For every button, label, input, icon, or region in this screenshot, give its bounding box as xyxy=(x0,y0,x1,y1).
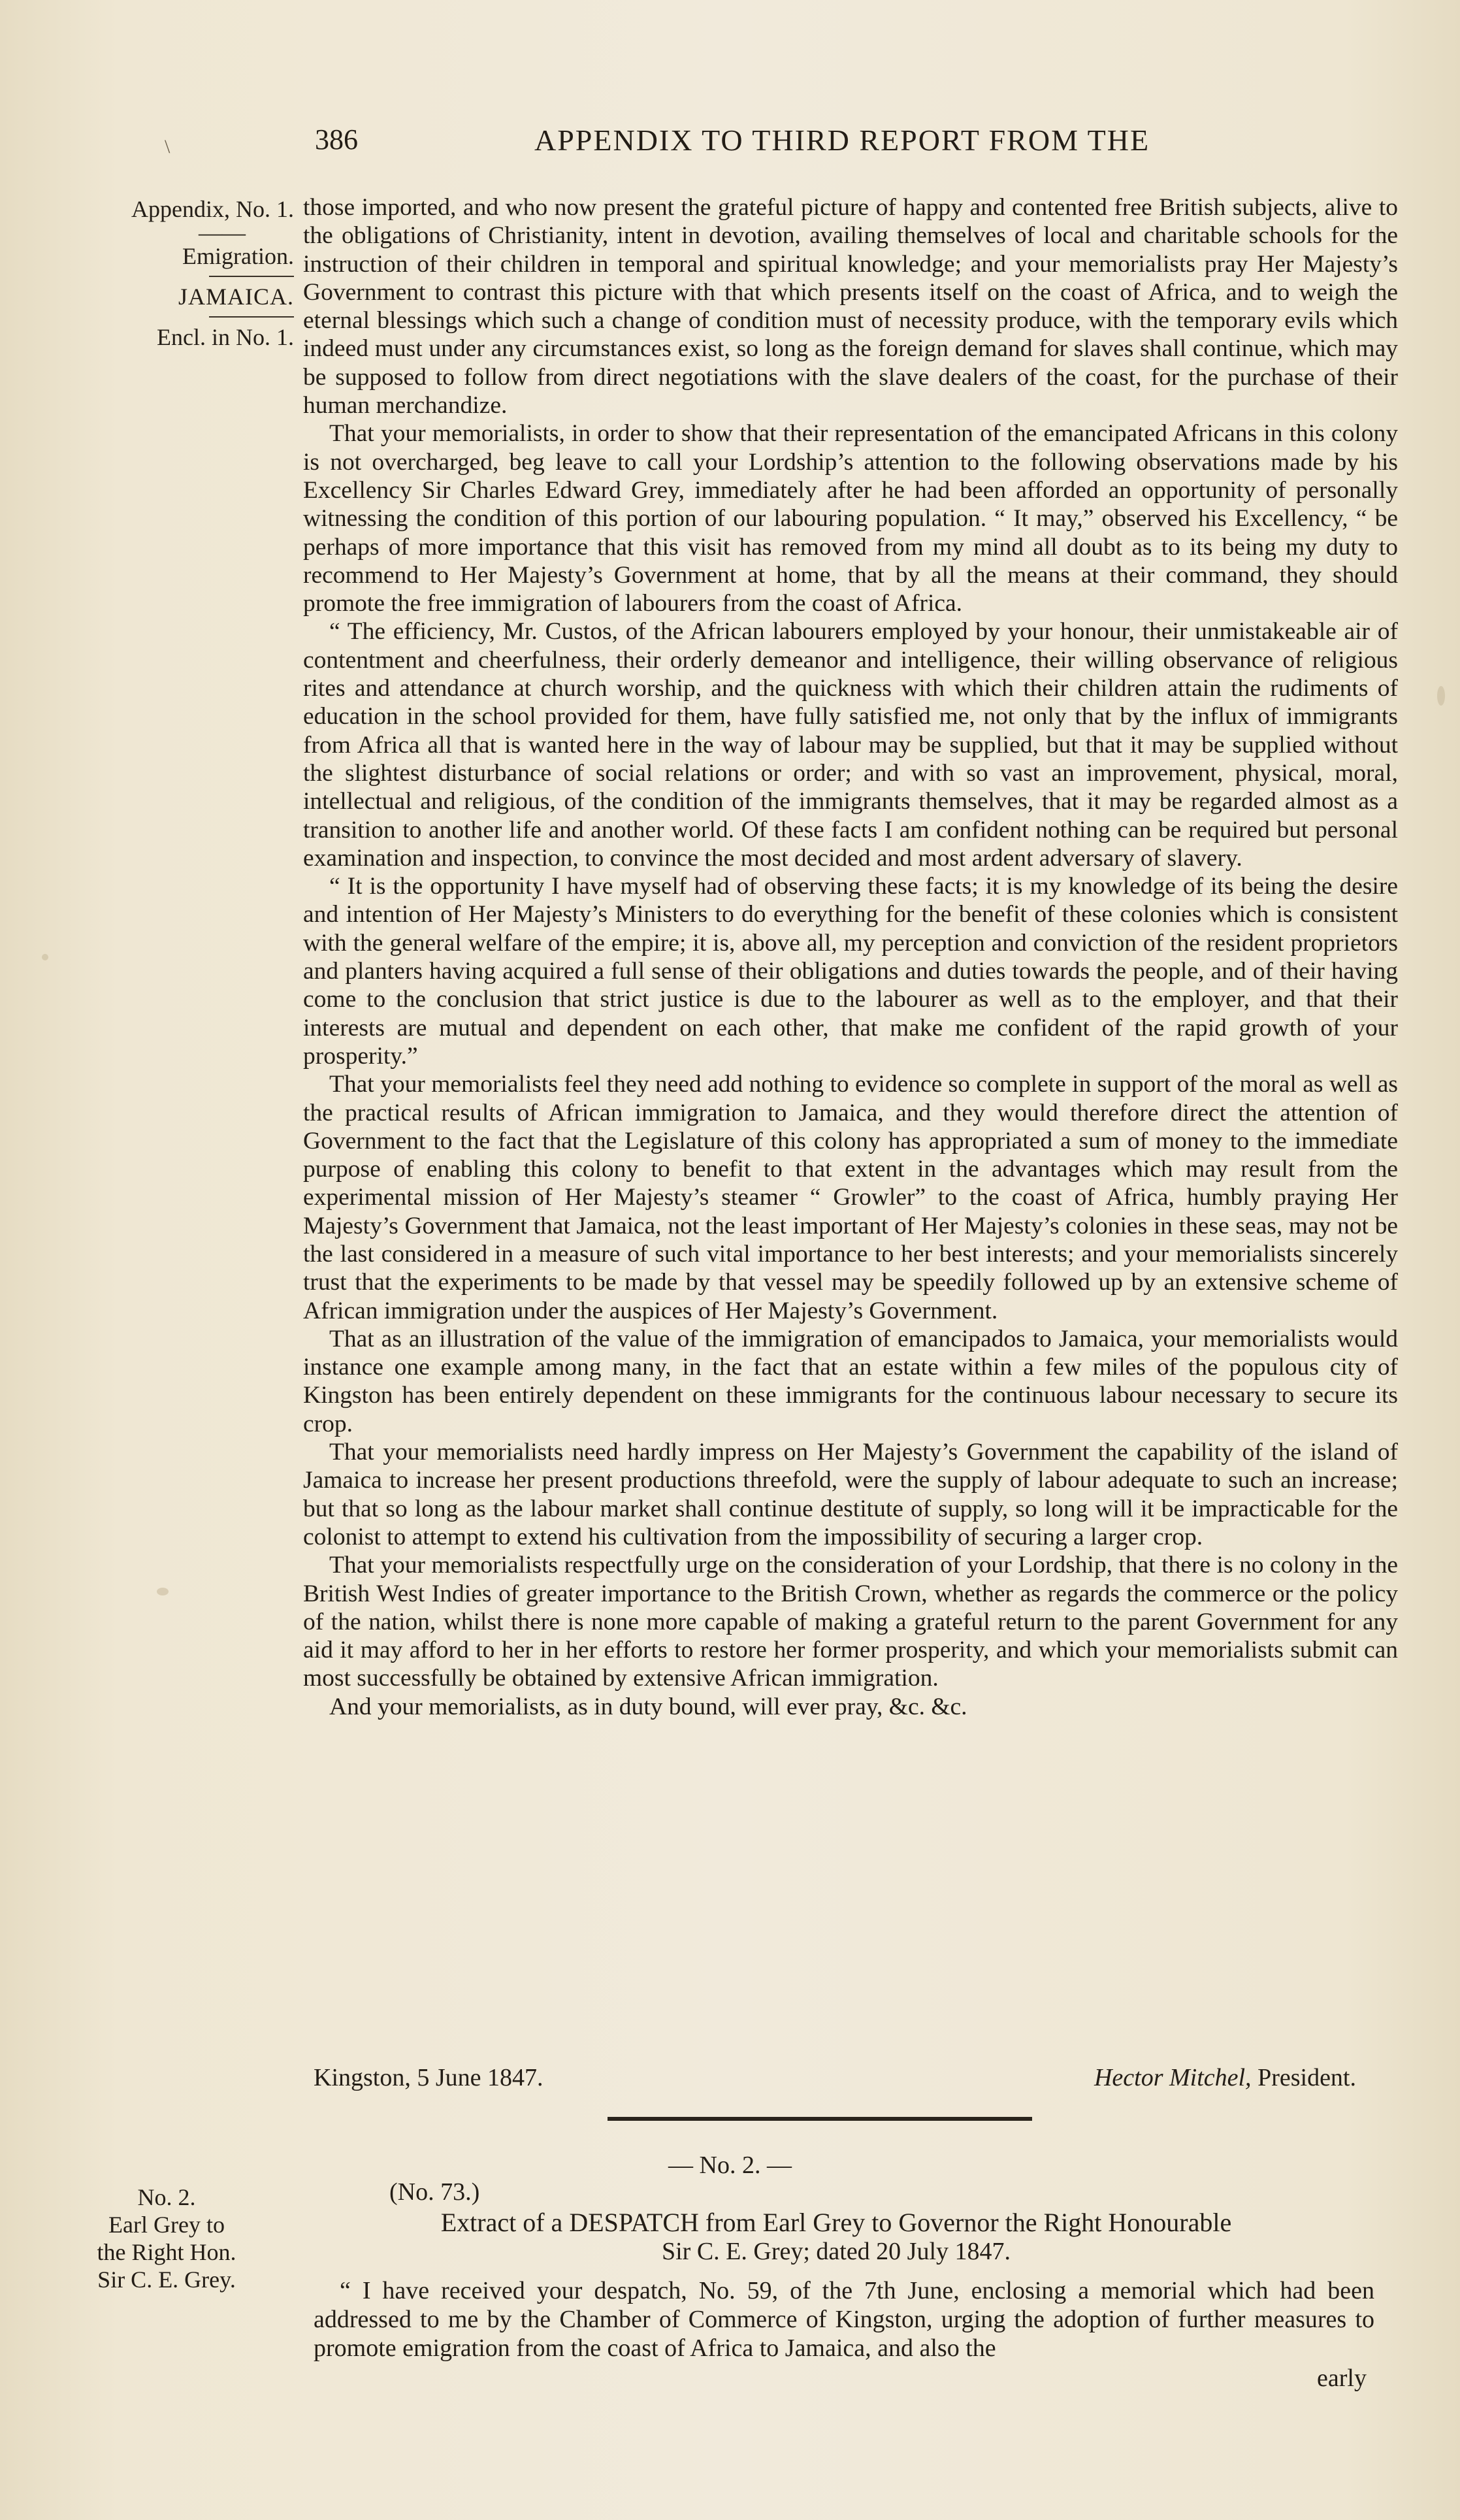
margin-line: the Right Hon. xyxy=(97,2239,236,2265)
margin-appendix: Appendix, No. 1. xyxy=(131,196,294,222)
catchword: early xyxy=(1317,2365,1367,2392)
margin-emigration: Emigration. xyxy=(182,243,294,269)
margin-divider xyxy=(209,316,294,318)
page-header xyxy=(0,123,1460,169)
margin-divider xyxy=(209,276,294,277)
despatch-title: Extract of a DESPATCH from Earl Grey to Governor the Right Honourable xyxy=(440,2208,1232,2237)
paragraph: That your memorialists feel they need add nothing to evidence so complete in support of the moral as well as the practical results of African immigration to Jamaica, and they would therefore direct the attention of Government to the fact that the Legislature of this colony has appropriated a sum of money to the immediate purpose of enabling this colony to benefit to that extent in the advantages which may result from the experimental mission of Her Majesty’s steamer “ Growler” to the coast of Africa, humbly praying Her Majesty’s Government that Jamaica, not the least important of Her Majesty’s colonies in these seas, may not be the last considered in a measure of such vital importance to her best interests; and your memorialists sincerely trust that the experiments to be made by that vessel may be speedily followed up by an extensive scheme of African immigration under the auspices of Her Majesty’s Government. xyxy=(303,1071,1399,1324)
despatch-body xyxy=(314,2276,1374,2363)
page-number: 386 xyxy=(315,123,358,155)
paragraph: That your memorialists respectfully urge on the consideration of your Lordship, that there is no colony in the British West Indies of greater importance to the British Crown, whether as regards the commerce or the policy of the nation, whilst there is none more capable of making a grateful return to the parent Government for any aid it may afford to her in her efforts to restore her former prosperity, and which your memorialists submit can most successfully be obtained by extensive African immigration. xyxy=(303,1552,1398,1692)
margin-dash: —— xyxy=(199,220,246,246)
margin-notes xyxy=(72,193,294,353)
paragraph: “ I have received your despatch, No. 59, of the 7th June, enclosing a memorial which had been addressed to me by the Chamber of Commerce of Kingston, urging the adoption of further measures to promote emigration from the coast of Africa to Jamaica, and also the xyxy=(314,2277,1374,2362)
section-rule xyxy=(608,2117,1032,2121)
section-heading: — No. 2. — xyxy=(668,2152,792,2179)
signatory xyxy=(1094,2063,1356,2092)
margin-line: No. 2. xyxy=(137,2184,196,2210)
memorial-body xyxy=(303,193,1398,1721)
margin-colony: JAMAICA. xyxy=(178,284,294,310)
paragraph: That your memorialists need hardly impress on Her Majesty’s Government the capability of the island of Jamaica to increase her present productions threefold, were the supply of labour adequate to such an increase; but that so long as the labour market shall continue destitute of supply, so long will it be impracticable for the colonist to attempt to extend his cultivation from the impossibility of securing a larger crop. xyxy=(303,1439,1398,1550)
signature-line xyxy=(314,2063,1356,2092)
paper-speck xyxy=(1437,686,1445,706)
margin-line: Sir C. E. Grey. xyxy=(97,2266,236,2293)
paragraph: those imported, and who now present the grateful picture of happy and contented free British subjects, alive to the obligations of Christianity, intent in devotion, availing themselves of local and charitable schools for the instruction of their children in temporal and spiritual knowledge; and your memorialists pray Her Majesty’s Government to contrast this picture with that which presents itself on the coast of Africa, and to weigh the eternal blessings which such a change of condition must of necessity produce, with the temporary evils which indeed must under any circumstances exist, so long as the foreign demand for slaves shall continue, which may be supposed to follow from direct negotiations with the slave dealers of the coast, for the purchase of their human merchandize. xyxy=(303,194,1398,419)
paragraph: “ The efficiency, Mr. Custos, of the African labourers employed by your honour, their unmistakeable air of contentment and cheerfulness, their orderly demeanor and intelligence, their willing observance of religious rites and attendance at church worship, and the quickness with which their children attain the rudiments of education in the school provided for them, have fully satisfied me, not only that by the influx of immigrants from Africa all that is wanted here in the way of labour may be supplied, but that it may be supplied without the slightest disturbance of social relations or order; and with so vast an improvement, physical, moral, intellectual and religious, of the condition of the immigrants themselves, that it may be regarded almost as a transition to another life and another world. Of these facts I am confident nothing can be required but personal examination and inspection, to convince the most decided and most ardent adversary of slavery. xyxy=(303,618,1398,872)
signatory-name: Hector Mitchel, xyxy=(1094,2064,1252,2091)
margin-enclosure: Encl. in No. 1. xyxy=(157,324,294,350)
despatch-number: (No. 73.) xyxy=(389,2178,480,2206)
stray-mark: \ xyxy=(165,136,170,157)
paper-speck xyxy=(42,954,48,960)
paragraph: “ It is the opportunity I have myself had of observing these facts; it is my knowledge of its being the desire and intention of Her Majesty’s Ministers to do everything for the benefit of these colonies which is consistent with the general welfare of the empire; it is, above all, my perception and conviction of the resident proprietors and planters having acquired a full sense of their obligations and duties towards the people, and of their having come to the conclusion that strict justice is due to the labourer as well as to the employer, and that their interests are mutual and dependent on each other, that make me confident of the rapid growth of your prosperity.” xyxy=(303,873,1398,1070)
margin-notes-2 xyxy=(78,2184,255,2293)
paper-speck xyxy=(157,1588,169,1595)
place-date: Kingston, 5 June 1847. xyxy=(314,2064,543,2091)
signatory-title: President. xyxy=(1251,2064,1356,2091)
paragraph: That as an illustration of the value of the immigration of emancipados to Jamaica, your memorialists would instance one example among many, in the fact that an estate within a few miles of the populous city of Kingston has been entirely dependent on these immigrants for the continuous labour necessary to secure its crop. xyxy=(303,1325,1398,1437)
despatch-subtitle: Sir C. E. Grey; dated 20 July 1847. xyxy=(661,2238,1011,2265)
running-title: APPENDIX TO THIRD REPORT FROM THE xyxy=(534,123,1150,157)
margin-line: Earl Grey to xyxy=(108,2212,225,2238)
paragraph: And your memorialists, as in duty bound, will ever pray, &c. &c. xyxy=(329,1693,967,1720)
paragraph: That your memorialists, in order to show that their representation of the emancipated Africans in this colony is not overcharged, beg leave to call your Lordship’s attention to the following observations made by his Excellency Sir Charles Edward Grey, immediately after he had been afforded an opportunity of personally witnessing the condition of this portion of our labouring population. “ It may,” observed his Excellency, “ be perhaps of more importance that this visit has removed from my mind all doubt as to its being my duty to recommend to Her Majesty’s Government at home, that by all the means at their command, they should promote the free immigration of labourers from the coast of Africa. xyxy=(303,420,1398,617)
